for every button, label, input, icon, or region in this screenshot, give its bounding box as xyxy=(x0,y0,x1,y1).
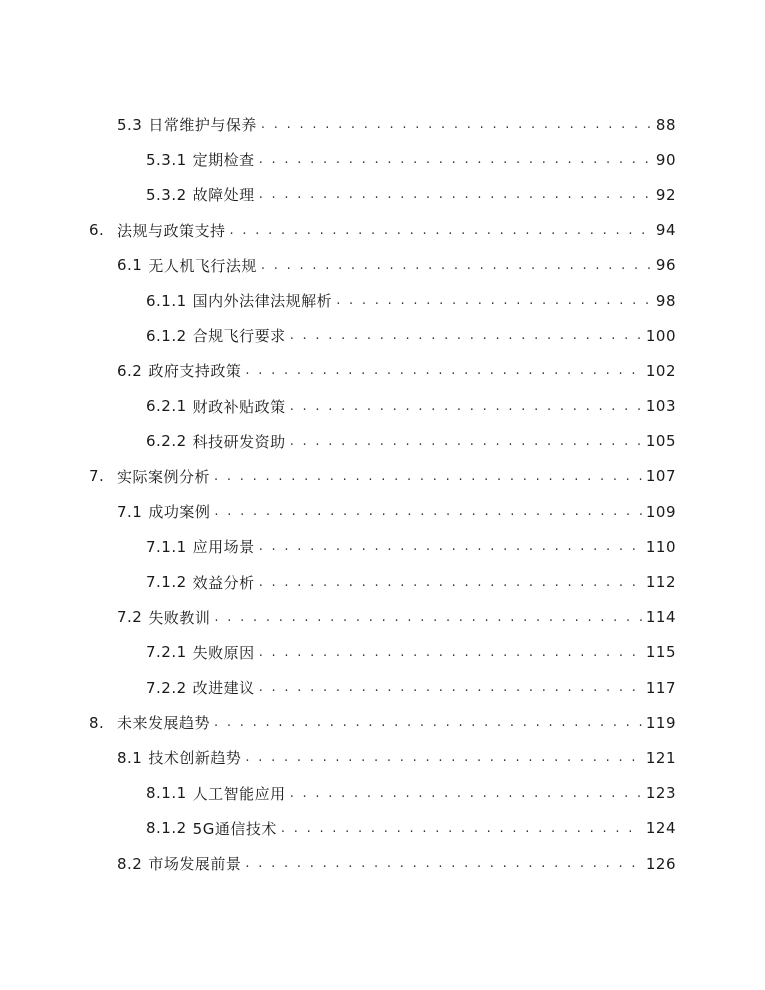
toc-entry[interactable] xyxy=(0,177,765,212)
toc-entry-number: 6.2.1 xyxy=(146,397,187,416)
toc-entry-number: 7.2.1 xyxy=(146,643,187,662)
toc-entry-number: 7. xyxy=(89,467,105,486)
toc-entry[interactable] xyxy=(0,494,765,529)
toc-entry[interactable] xyxy=(0,776,765,811)
toc-entry-number: 8.1.1 xyxy=(146,784,187,803)
toc-entry-title: 5G通信技术 xyxy=(192,819,277,838)
toc-entry-title: 日常维护与保养 xyxy=(148,116,257,135)
toc-entry-title: 政府支持政策 xyxy=(148,362,242,381)
toc-entry-page-number: 126 xyxy=(645,854,676,873)
toc-entry-title: 财政补贴政策 xyxy=(192,397,286,416)
toc-entry-number: 8.1.2 xyxy=(146,819,187,838)
toc-entry[interactable] xyxy=(0,248,765,283)
toc-dot-leader xyxy=(261,258,652,273)
toc-entry-title: 失败教训 xyxy=(148,608,211,627)
toc-entry-number: 5.3.2 xyxy=(146,185,187,204)
toc-entry-number: 6. xyxy=(89,221,105,240)
toc-entry-title: 国内外法律法规解析 xyxy=(192,292,333,311)
toc-entry-page-number: 98 xyxy=(655,291,676,310)
toc-entry-number: 6.2.2 xyxy=(146,432,187,451)
toc-entry-number: 7.1 xyxy=(117,502,143,521)
toc-dot-leader xyxy=(261,117,652,132)
toc-entry-title: 法规与政策支持 xyxy=(117,221,226,240)
toc-entry-number: 5.3 xyxy=(117,115,143,134)
toc-dot-leader xyxy=(214,610,641,625)
toc-entry-title: 无人机飞行法规 xyxy=(148,256,257,275)
toc-entry-number: 6.1.2 xyxy=(146,326,187,345)
toc-dot-leader xyxy=(245,750,641,765)
toc-dot-leader xyxy=(259,539,642,554)
toc-entry-number: 8.2 xyxy=(117,854,143,873)
toc-dot-leader xyxy=(214,715,645,730)
toc-entry-page-number: 107 xyxy=(645,467,676,486)
toc-entry-title: 故障处理 xyxy=(192,186,255,205)
toc-entry-page-number: 92 xyxy=(655,185,676,204)
toc-entry[interactable] xyxy=(0,318,765,353)
toc-entry-title: 改进建议 xyxy=(192,679,255,698)
toc-entry-page-number: 115 xyxy=(645,643,676,662)
toc-entry-page-number: 90 xyxy=(655,150,676,169)
toc-entry[interactable] xyxy=(0,424,765,459)
toc-dot-leader xyxy=(259,645,642,660)
toc-entry-title: 科技研发资助 xyxy=(192,432,286,451)
toc-entry[interactable] xyxy=(0,600,765,635)
toc-dot-leader xyxy=(245,856,641,871)
toc-entry-page-number: 109 xyxy=(645,502,676,521)
toc-entry-title: 失败原因 xyxy=(192,643,255,662)
toc-entry[interactable] xyxy=(0,846,765,881)
toc-dot-leader xyxy=(214,469,645,484)
toc-dot-leader xyxy=(290,328,642,343)
toc-entry[interactable] xyxy=(0,107,765,142)
toc-entry[interactable] xyxy=(0,529,765,564)
toc-dot-leader xyxy=(290,434,642,449)
toc-entry-title: 成功案例 xyxy=(148,503,211,522)
toc-entry-title: 人工智能应用 xyxy=(192,784,286,803)
toc-entry-page-number: 114 xyxy=(645,608,676,627)
toc-entry[interactable] xyxy=(0,635,765,670)
toc-dot-leader xyxy=(259,575,642,590)
toc-dot-leader xyxy=(290,399,642,414)
toc-entry[interactable] xyxy=(0,564,765,599)
toc-entry-title: 技术创新趋势 xyxy=(148,749,242,768)
toc-entry-title: 定期检查 xyxy=(192,151,255,170)
toc-entry-page-number: 102 xyxy=(645,361,676,380)
toc-entry[interactable] xyxy=(0,142,765,177)
toc-entry[interactable] xyxy=(0,670,765,705)
toc-dot-leader xyxy=(336,293,652,308)
toc-entry[interactable] xyxy=(0,740,765,775)
toc-entry-number: 8.1 xyxy=(117,748,143,767)
toc-entry-number: 7.2 xyxy=(117,608,143,627)
toc-entry-number: 6.1 xyxy=(117,256,143,275)
toc-entry-page-number: 100 xyxy=(645,326,676,345)
toc-entry-page-number: 123 xyxy=(645,784,676,803)
toc-entry-page-number: 94 xyxy=(655,221,676,240)
toc-dot-leader xyxy=(214,504,641,519)
toc-entry[interactable] xyxy=(0,353,765,388)
toc-entry-page-number: 119 xyxy=(645,713,676,732)
toc-dot-leader xyxy=(259,680,642,695)
toc-entry[interactable] xyxy=(0,389,765,424)
toc-dot-leader xyxy=(281,821,642,836)
toc-entry-page-number: 121 xyxy=(645,748,676,767)
toc-entry[interactable] xyxy=(0,705,765,740)
toc-entry-page-number: 124 xyxy=(645,819,676,838)
toc-entry-title: 市场发展前景 xyxy=(148,855,242,874)
toc-entry-page-number: 117 xyxy=(645,678,676,697)
toc-entry-page-number: 103 xyxy=(645,397,676,416)
toc-dot-leader xyxy=(259,187,652,202)
toc-entry-page-number: 96 xyxy=(655,256,676,275)
toc-entry-page-number: 88 xyxy=(655,115,676,134)
table-of-contents xyxy=(0,107,765,881)
toc-entry-number: 6.1.1 xyxy=(146,291,187,310)
toc-entry-number: 7.2.2 xyxy=(146,678,187,697)
toc-entry-title: 实际案例分析 xyxy=(117,467,211,486)
toc-entry[interactable] xyxy=(0,811,765,846)
toc-dot-leader xyxy=(259,152,652,167)
toc-entry-number: 7.1.1 xyxy=(146,537,187,556)
toc-dot-leader xyxy=(245,363,641,378)
toc-entry[interactable] xyxy=(0,283,765,318)
toc-entry-title: 合规飞行要求 xyxy=(192,327,286,346)
toc-entry-title: 未来发展趋势 xyxy=(117,714,211,733)
toc-entry-number: 7.1.2 xyxy=(146,573,187,592)
toc-dot-leader xyxy=(230,223,655,238)
toc-entry-page-number: 110 xyxy=(645,537,676,556)
toc-entry-page-number: 112 xyxy=(645,573,676,592)
toc-entry-number: 6.2 xyxy=(117,361,143,380)
toc-entry-title: 效益分析 xyxy=(192,573,255,592)
toc-entry-number: 5.3.1 xyxy=(146,150,187,169)
toc-dot-leader xyxy=(290,786,642,801)
toc-entry[interactable] xyxy=(0,213,765,248)
toc-entry-number: 8. xyxy=(89,713,105,732)
toc-entry[interactable] xyxy=(0,459,765,494)
toc-entry-title: 应用场景 xyxy=(192,538,255,557)
toc-entry-page-number: 105 xyxy=(645,432,676,451)
